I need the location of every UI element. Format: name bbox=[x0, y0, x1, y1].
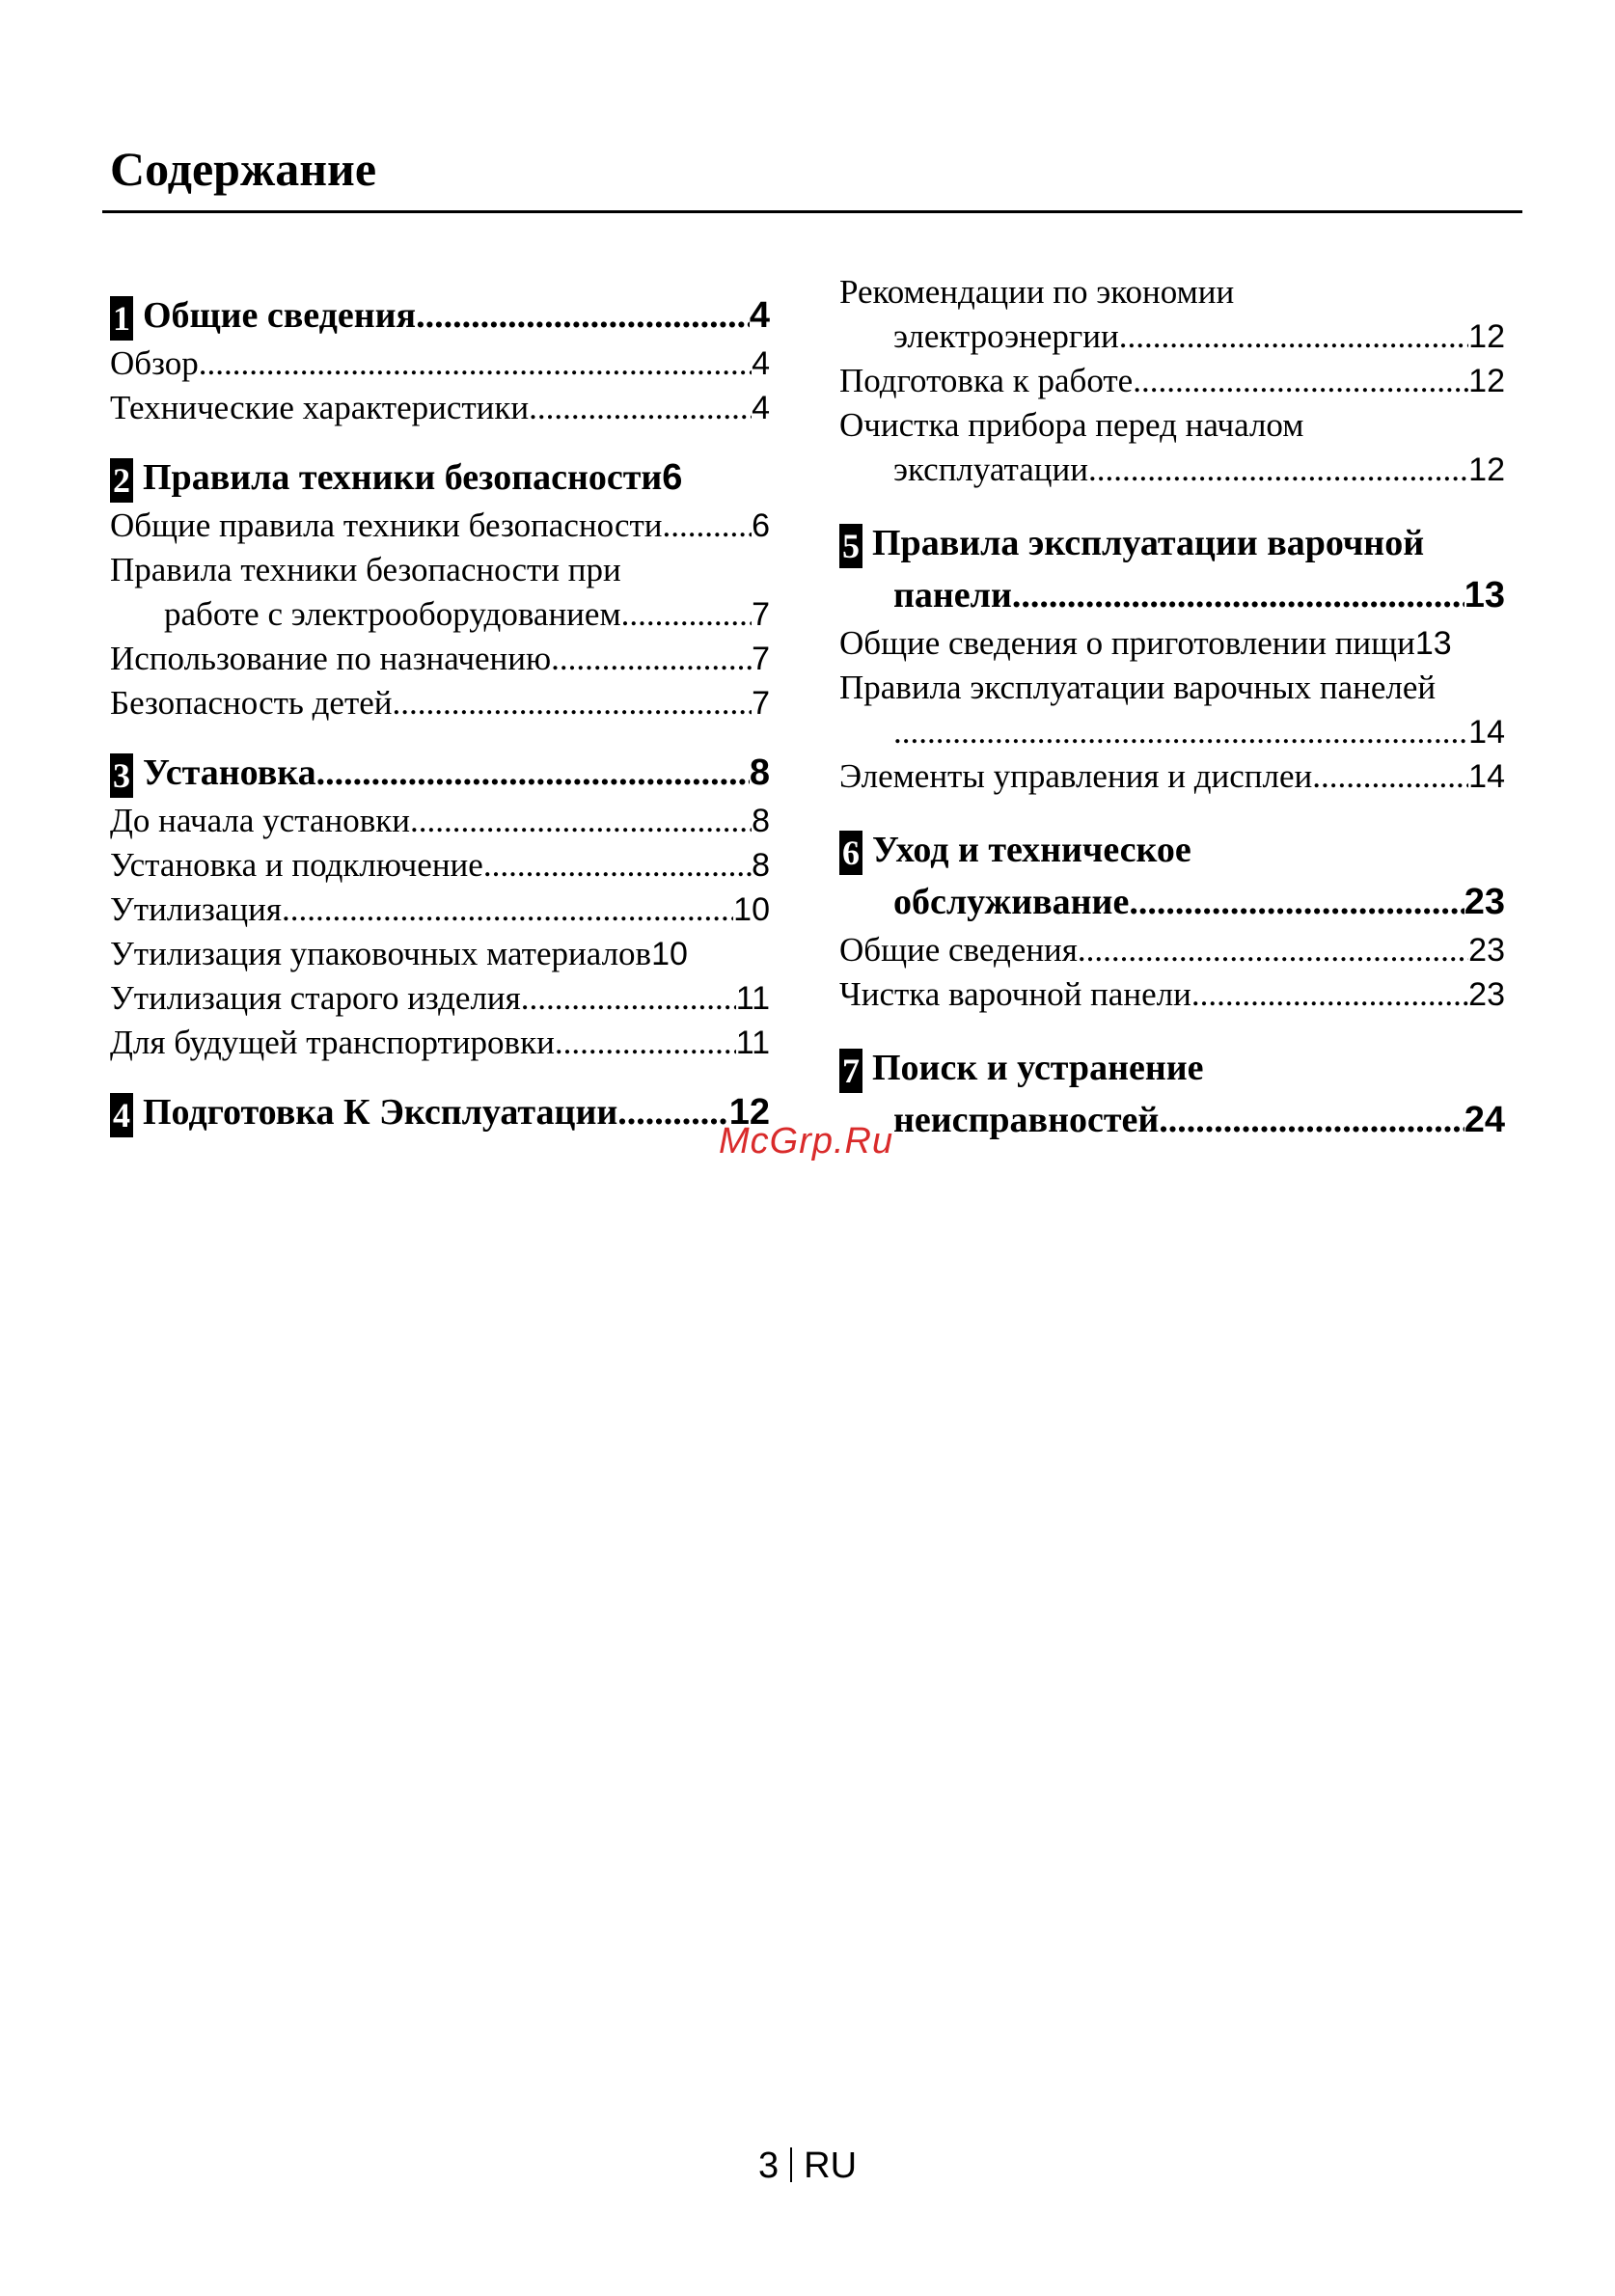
section-title-line2: неисправностей bbox=[893, 1100, 1160, 1140]
section-number: 3 bbox=[110, 753, 133, 798]
section-title-line2: панели bbox=[893, 575, 1012, 615]
toc-section-5-line2[interactable] bbox=[839, 569, 1505, 621]
entry-title: работе с электрооборудованием bbox=[164, 595, 621, 633]
toc-section-3[interactable] bbox=[110, 747, 770, 799]
toc-entry[interactable] bbox=[110, 799, 770, 843]
toc-entry-line1[interactable]: Правила техники безопасности при bbox=[110, 551, 621, 588]
toc-section-1[interactable] bbox=[110, 289, 770, 342]
entry-title: Утилизация bbox=[110, 890, 282, 928]
toc-right-column bbox=[839, 270, 1505, 1146]
toc-entry[interactable] bbox=[839, 359, 1505, 403]
entry-title: Общие сведения bbox=[839, 931, 1078, 969]
toc-entry[interactable] bbox=[110, 342, 770, 386]
section-number: 7 bbox=[839, 1049, 862, 1093]
entry-page: 14 bbox=[1468, 714, 1505, 751]
language-code: RU bbox=[804, 2146, 858, 2186]
entry-page: 4 bbox=[752, 390, 770, 426]
toc-entry[interactable] bbox=[110, 637, 770, 681]
page-number: 3 bbox=[757, 2146, 780, 2186]
toc-left-column bbox=[110, 289, 770, 1138]
entry-page: 8 bbox=[752, 803, 770, 839]
entry-title: Безопасность детей bbox=[110, 684, 393, 722]
toc-entry[interactable] bbox=[839, 621, 1505, 666]
entry-page: 12 bbox=[1468, 451, 1505, 488]
entry-page: 7 bbox=[752, 641, 770, 677]
toc-section-7-line2[interactable] bbox=[839, 1094, 1505, 1146]
section-page: 23 bbox=[1464, 882, 1505, 922]
entry-page: 11 bbox=[735, 980, 770, 1017]
leader-dots bbox=[1159, 1094, 1464, 1146]
toc-entry[interactable] bbox=[839, 928, 1505, 972]
entry-title: Подготовка к работе bbox=[839, 362, 1134, 399]
leader-dots bbox=[1129, 876, 1464, 928]
section-number: 5 bbox=[839, 524, 862, 568]
entry-title: До начала установки bbox=[110, 802, 410, 839]
toc-section-4[interactable] bbox=[110, 1086, 770, 1138]
leader-dots bbox=[393, 681, 753, 725]
leader-dots bbox=[316, 747, 750, 799]
toc-entry[interactable] bbox=[839, 754, 1505, 799]
leader-dots bbox=[1088, 448, 1468, 492]
leader-dots bbox=[663, 504, 753, 548]
entry-page: 4 bbox=[752, 345, 770, 382]
section-number: 1 bbox=[110, 296, 133, 341]
title-divider bbox=[102, 210, 1522, 213]
toc-entry[interactable] bbox=[110, 386, 770, 430]
toc-entry[interactable] bbox=[110, 681, 770, 725]
page-footer bbox=[0, 2146, 1615, 2187]
toc-entry[interactable] bbox=[110, 976, 770, 1021]
entry-page: 14 bbox=[1468, 758, 1505, 795]
toc-entry-line1[interactable]: Рекомендации по экономии bbox=[839, 273, 1235, 311]
entry-title: Общие правила техники безопасности bbox=[110, 506, 663, 544]
page-title: Содержание bbox=[110, 142, 377, 196]
leader-dots bbox=[621, 592, 752, 637]
entry-title: Обзор bbox=[110, 344, 199, 382]
toc-entry[interactable] bbox=[110, 843, 770, 888]
section-title: Общие сведения bbox=[143, 295, 417, 336]
section-title: Правила техники безопасности bbox=[143, 457, 663, 498]
entry-page: 10 bbox=[733, 891, 770, 928]
entry-title: Утилизация упаковочных материалов bbox=[110, 935, 652, 972]
toc-entry-line2[interactable] bbox=[839, 448, 1505, 492]
leader-dots bbox=[1078, 928, 1468, 972]
leader-dots bbox=[282, 888, 733, 932]
entry-page: 10 bbox=[651, 936, 688, 972]
leader-dots bbox=[199, 342, 752, 386]
leader-dots bbox=[1191, 972, 1468, 1017]
toc-entry-line2[interactable] bbox=[839, 710, 1505, 754]
entry-title: Использование по назначению bbox=[110, 640, 552, 677]
section-number: 2 bbox=[110, 458, 133, 503]
entry-page: 23 bbox=[1468, 932, 1505, 969]
leader-dots bbox=[521, 976, 736, 1021]
leader-dots bbox=[416, 289, 750, 342]
entry-page: 12 bbox=[1468, 318, 1505, 355]
leader-dots bbox=[529, 386, 752, 430]
section-page: 8 bbox=[749, 752, 770, 793]
toc-entry[interactable] bbox=[110, 932, 770, 976]
toc-section-6-line2[interactable] bbox=[839, 876, 1505, 928]
leader-dots bbox=[617, 1086, 728, 1138]
section-page: 24 bbox=[1464, 1100, 1505, 1140]
toc-entry-line2[interactable] bbox=[110, 592, 770, 637]
toc-section-6[interactable] bbox=[839, 824, 1505, 876]
leader-dots bbox=[1119, 314, 1468, 359]
entry-page: 6 bbox=[752, 507, 770, 544]
entry-title: Технические характеристики bbox=[110, 389, 530, 426]
entry-title: Элементы управления и дисплеи bbox=[839, 757, 1313, 795]
section-title-line1: Правила эксплуатации варочной bbox=[872, 523, 1425, 563]
leader-dots bbox=[1133, 359, 1468, 403]
leader-dots bbox=[551, 637, 752, 681]
entry-page: 8 bbox=[752, 847, 770, 884]
section-title-line1: Уход и техническое bbox=[872, 830, 1191, 870]
entry-title: Утилизация старого изделия bbox=[110, 979, 521, 1017]
entry-page: 12 bbox=[1468, 363, 1505, 399]
section-title: Подготовка К Эксплуатации bbox=[143, 1092, 618, 1133]
entry-page: 11 bbox=[735, 1025, 770, 1061]
section-title-line1: Поиск и устранение bbox=[872, 1048, 1204, 1088]
entry-page: 7 bbox=[752, 596, 770, 633]
leader-dots bbox=[1312, 754, 1468, 799]
toc-section-2[interactable] bbox=[110, 451, 770, 504]
section-page: 13 bbox=[1464, 575, 1505, 615]
section-title: Установка bbox=[143, 752, 316, 793]
toc-section-5[interactable] bbox=[839, 517, 1505, 569]
entry-title: электроэнергии bbox=[893, 317, 1119, 355]
leader-dots bbox=[555, 1021, 736, 1065]
section-title-line2: обслуживание bbox=[893, 882, 1130, 922]
toc-entry[interactable] bbox=[110, 1021, 770, 1065]
entry-page: 23 bbox=[1468, 976, 1505, 1013]
entry-title: эксплуатации bbox=[893, 451, 1089, 488]
toc-entry-line1[interactable]: Правила эксплуатации варочных панелей bbox=[839, 669, 1437, 706]
section-page: 12 bbox=[728, 1092, 770, 1133]
entry-title: Чистка варочной панели bbox=[839, 975, 1191, 1013]
entry-title: Для будущей транспортировки bbox=[110, 1024, 555, 1061]
section-page: 6 bbox=[662, 457, 683, 498]
entry-page: 13 bbox=[1414, 625, 1452, 662]
section-number: 6 bbox=[839, 831, 862, 875]
toc-entry-line2[interactable] bbox=[839, 314, 1505, 359]
section-page: 4 bbox=[749, 295, 770, 336]
leader-dots bbox=[410, 799, 752, 843]
entry-title: Установка и подключение bbox=[110, 846, 483, 884]
entry-page: 7 bbox=[752, 685, 770, 722]
leader-dots bbox=[483, 843, 752, 888]
toc-entry[interactable] bbox=[110, 504, 770, 548]
leader-dots bbox=[1012, 569, 1464, 621]
toc-section-7[interactable] bbox=[839, 1042, 1505, 1094]
toc-entry[interactable] bbox=[839, 972, 1505, 1017]
footer-separator bbox=[790, 2147, 792, 2182]
toc-entry[interactable] bbox=[110, 888, 770, 932]
entry-title: Общие сведения о приготовлении пищи bbox=[839, 624, 1415, 662]
section-number: 4 bbox=[110, 1093, 133, 1137]
leader-dots bbox=[893, 710, 1468, 754]
watermark-text: McGrp.Ru bbox=[719, 1121, 894, 1162]
toc-entry-line1[interactable]: Очистка прибора перед началом bbox=[839, 406, 1304, 444]
